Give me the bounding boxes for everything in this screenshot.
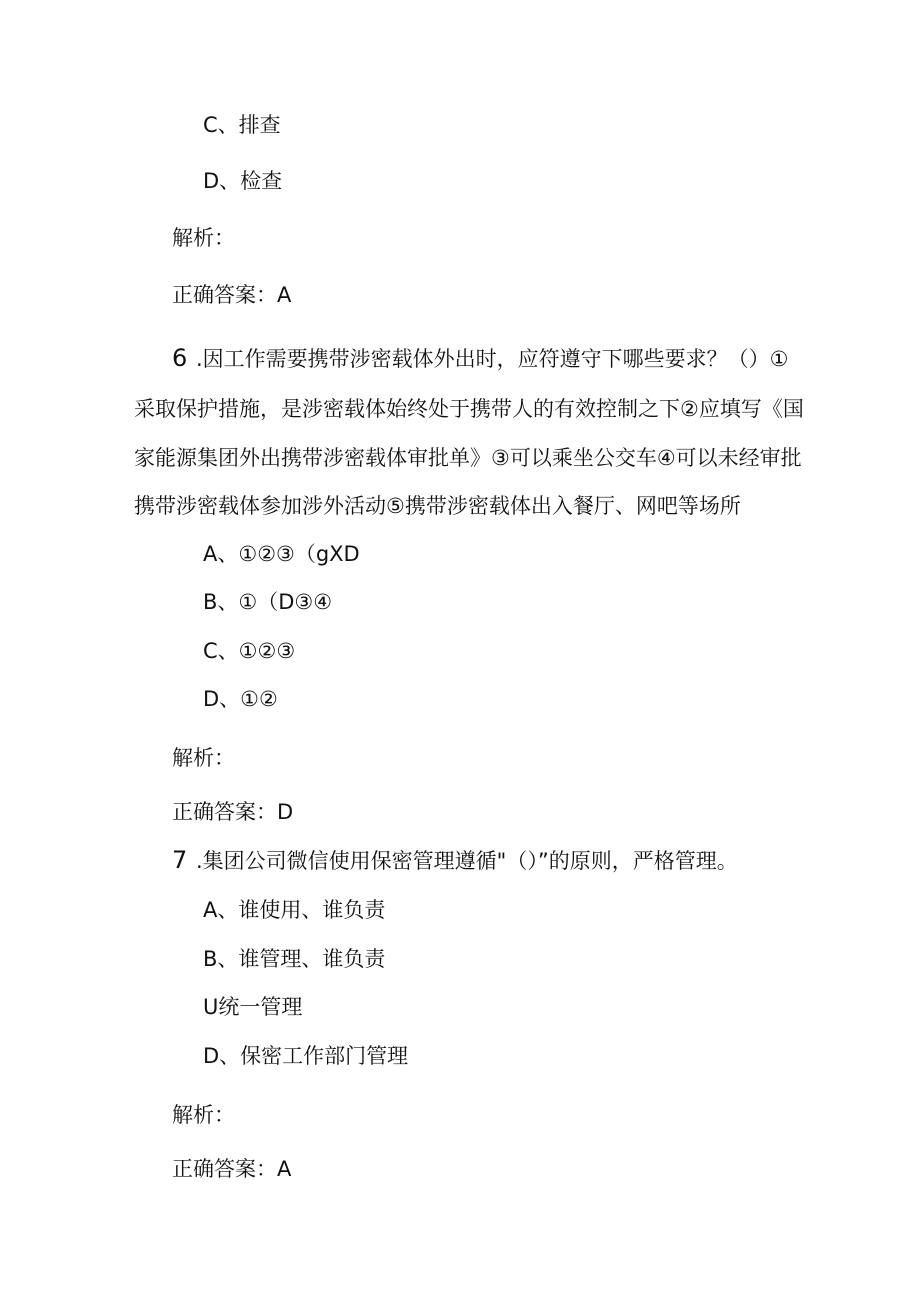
option-c: C、排查 bbox=[203, 113, 281, 137]
q7-option-a: A、谁使用、谁负责 bbox=[203, 898, 386, 922]
q6-option-a: A、①②③（gXD bbox=[203, 542, 360, 566]
question-6-line-3: 家能源集团外出携带涉密载体审批单》③可以乘坐公交车④可以未经审批 bbox=[134, 446, 802, 470]
question-6-line-4: 携带涉密载体参加涉外活动⑤携带涉密载体出入餐厅、网吧等场所 bbox=[134, 494, 741, 518]
question-7-text: .集团公司微信使用保密管理遵循"（）”的原则，严格管理。 bbox=[196, 849, 738, 873]
analysis-label: 解析： bbox=[172, 226, 235, 250]
option-d: D、检查 bbox=[203, 169, 283, 193]
q7-option-b: B、谁管理、谁负责 bbox=[203, 947, 386, 971]
q6-option-c: C、①②③ bbox=[203, 639, 296, 663]
question-number-6: 6 bbox=[172, 344, 188, 372]
q6-option-d: D、①② bbox=[203, 687, 278, 711]
question-6-line-2: 采取保护措施，是涉密载体始终处于携带人的有效控制之下②应填写《国 bbox=[134, 397, 804, 421]
question-number-7: 7 bbox=[172, 846, 188, 874]
q7-option-d: D、保密工作部门管理 bbox=[203, 1044, 409, 1068]
q7-correct-answer: 正确答案：A bbox=[172, 1157, 292, 1181]
q7-option-c: U统一管理 bbox=[203, 995, 303, 1019]
question-6-line-1: .因工作需要携带涉密载体外出时，应符遵守下哪些要求？（）① bbox=[196, 347, 789, 371]
q6-option-b: B、①（D③④ bbox=[203, 590, 333, 614]
q7-analysis-label: 解析： bbox=[172, 1103, 235, 1127]
q6-analysis-label: 解析： bbox=[172, 746, 235, 770]
correct-answer: 正确答案：A bbox=[172, 283, 292, 307]
q6-correct-answer: 正确答案：D bbox=[172, 800, 294, 824]
